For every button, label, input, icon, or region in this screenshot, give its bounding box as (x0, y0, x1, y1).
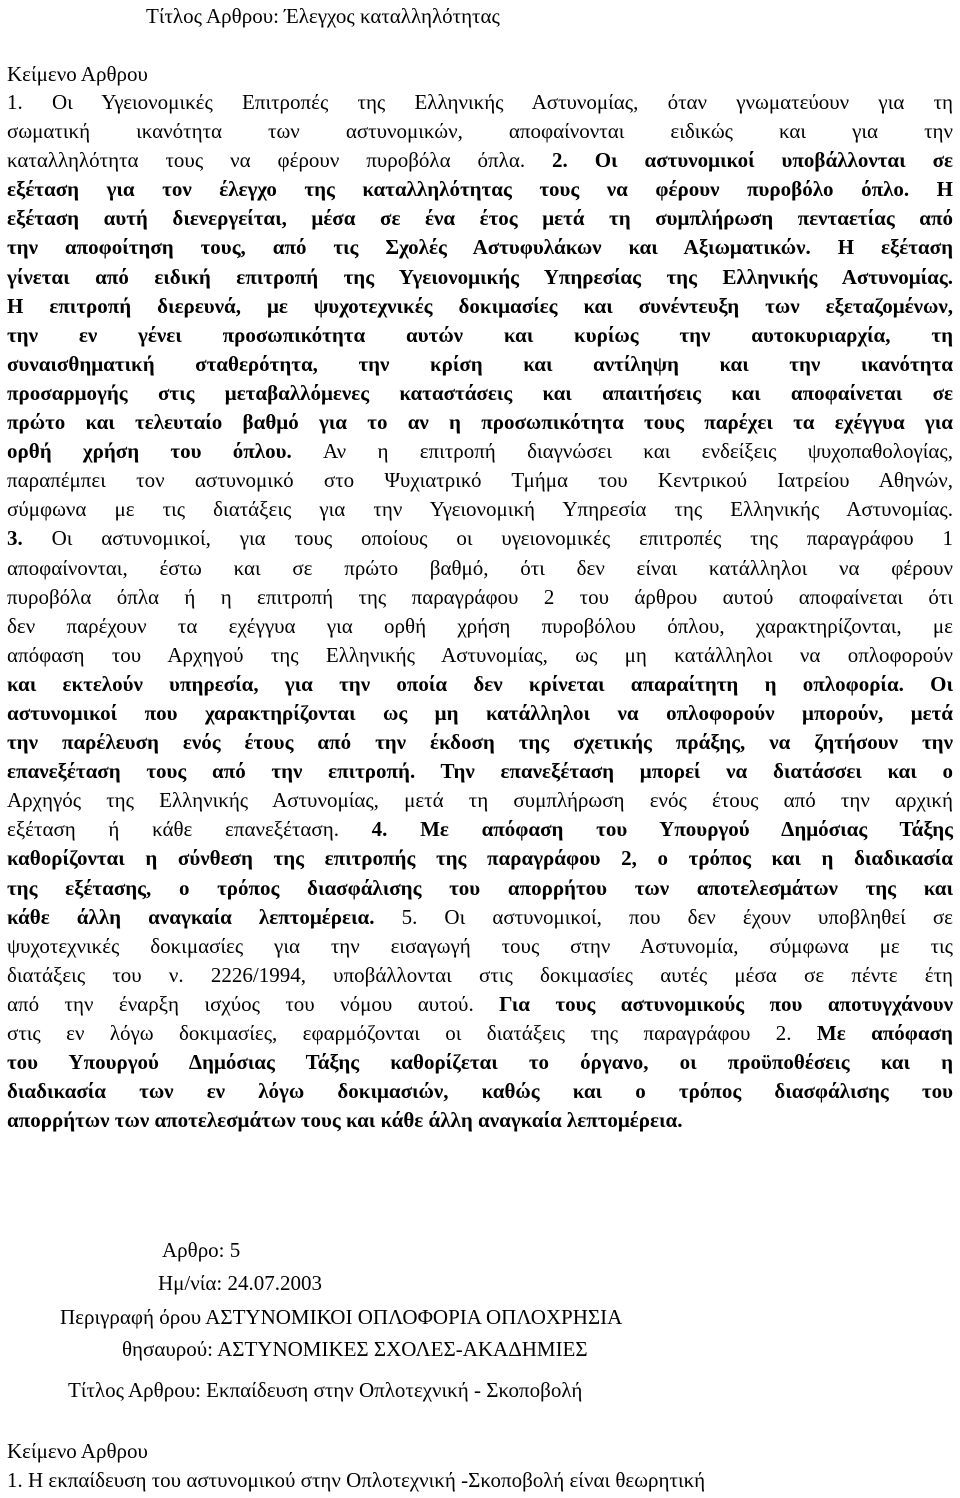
body-line-segment: Οι αστυνομικοί, για τους οποίους οι υγειονομικές επιτροπές της παραγράφου 1 (51, 526, 953, 551)
body-line-segment: κάθε άλλη αναγκαία λεπτομέρεια. (7, 904, 402, 929)
article-text-label: Κείμενο Αρθρου (7, 1439, 148, 1463)
article-title: Τίτλος Αρθρου: Εκπαίδευση στην Οπλοτεχνική - Σκοποβολή (68, 1378, 583, 1402)
body-line (7, 437, 953, 466)
body-line: απορρήτων των αποτελεσμάτων τους και κάθε άλλη αναγκαία λεπτομέρεια. (7, 1108, 683, 1133)
article-title: Τίτλος Αρθρου: Έλεγχος καταλληλότητας (146, 4, 500, 28)
body-line: την εν γένει προσωπικότητα αυτών και κυρίως την αυτοκυριαρχία, τη (7, 322, 953, 347)
body-line: διαδικασία των εν λόγω δοκιμασιών, καθώς και ο τρόπος διασφάλισης του (7, 1079, 953, 1104)
article-body (7, 88, 953, 1135)
body-line: εξέταση για τον έλεγχο της καταλληλότητας τους να φέρουν πυροβόλο όπλο. Η (7, 177, 953, 202)
article-number: Αρθρο: 5 (162, 1238, 241, 1262)
body-line: εξέταση αυτή διενεργείται, μέσα σε ένα έτος μετά τη συμπλήρωση πενταετίας από (7, 206, 953, 231)
body-line-segment: καταλληλότητα τους να φέρουν πυροβόλα όπλα. (7, 148, 553, 173)
body-line (7, 146, 953, 175)
body-line: διατάξεις του ν. 2226/1994, υποβάλλονται στις δοκιμασίες αυτές μέσα σε πέντε έτη (7, 962, 953, 987)
body-line: σωματική ικανότητα των αστυνομικών, αποφαίνονται ειδικώς και για την (7, 119, 953, 144)
body-line: την αποφοίτηση τους, από τις Σχολές Αστυφυλάκων και Αξιωματικών. Η εξέταση (7, 235, 953, 260)
body-line: προσαρμογής στις μεταβαλλόμενες καταστάσεις και απαιτήσεις και αποφαίνεται σε (7, 380, 953, 405)
body-line: Αρχηγός της Ελληνικής Αστυνομίας, μετά τη συμπλήρωση ενός έτους από την αρχική (7, 788, 953, 813)
body-line: παραπέμπει τον αστυνομικό στο Ψυχιατρικό Τμήμα του Κεντρικού Ιατρείου Αθηνών, (7, 468, 953, 493)
body-line: σύμφωνα με τις διατάξεις για την Υγειονομική Υπηρεσία της Ελληνικής Αστυνομίας. (7, 497, 953, 522)
body-line-segment: από την έναρξη ισχύος του νόμου αυτού. (7, 991, 500, 1016)
body-line: ψυχοτεχνικές δοκιμασίες για την εισαγωγή τους στην Αστυνομία, σύμφωνα με τις (7, 933, 953, 958)
body-line: πρώτο και τελευταίο βαθμό για το αν η προσωπικότητα τους παρέχει τα εχέγγυα για (7, 410, 953, 435)
body-line (7, 990, 953, 1019)
article-text-label: Κείμενο Αρθρου (7, 62, 148, 86)
body-line-segment: 3. (7, 526, 52, 551)
body-line-segment: 2. Οι αστυνομικοί υποβάλλονται σε (552, 148, 953, 173)
body-line-segment: στις εν λόγω δοκιμασίες, εφαρμόζονται οι διατάξεις της παραγράφου 2. (7, 1021, 817, 1045)
body-line: 1. Οι Υγειονομικές Επιτροπές της Ελληνικής Αστυνομίας, όταν γνωματεύουν για τη (7, 90, 953, 114)
body-line: την παρέλευση ενός έτους από την έκδοση της σχετικής πράξης, να ζητήσουν την (7, 730, 953, 755)
article-date: Ημ/νία: 24.07.2003 (158, 1271, 322, 1295)
body-line (7, 815, 953, 844)
body-line: της εξέτασης, ο τρόπος διασφάλισης του απορρήτου των αποτελεσμάτων της και (7, 875, 953, 900)
body-line: αστυνομικοί που χαρακτηρίζονται ως μη κατάλληλοι να οπλοφορούν μπορούν, μετά (7, 700, 953, 725)
body-line: του Υπουργού Δημόσιας Τάξης καθορίζεται το όργανο, οι προϋποθέσεις και η (7, 1050, 953, 1075)
body-line (7, 903, 953, 932)
body-line-segment: ορθή χρήση του όπλου. (7, 439, 324, 464)
article-first-line: 1. Η εκπαίδευση του αστυνομικού στην Οπλοτεχνική -Σκοποβολή είναι θεωρητική (7, 1468, 706, 1492)
term-descriptor-line-1: Περιγραφή όρου ΑΣΤΥΝΟΜΙΚΟΙ ΟΠΛΟΦΟΡΙΑ ΟΠΛΟΧΡΗΣΙΑ (60, 1305, 623, 1329)
body-line-segment: 4. Με απόφαση του Υπουργού Δημόσιας Τάξης (371, 817, 954, 842)
body-line: αποφαίνονται, έστω και σε πρώτο βαθμό, ότι δεν είναι κατάλληλοι να φέρουν (7, 555, 953, 580)
body-line: απόφαση του Αρχηγού της Ελληνικής Αστυνομίας, ως μη κατάλληλοι να οπλοφορούν (7, 642, 953, 667)
body-line: και εκτελούν υπηρεσία, για την οποία δεν κρίνεται απαραίτητη η οπλοφορία. Οι (7, 671, 953, 696)
body-line: Η επιτροπή διερευνά, με ψυχοτεχνικές δοκιμασίες και συνέντευξη των εξεταζομένων, (7, 293, 953, 318)
body-line: πυροβόλα όπλα ή η επιτροπή της παραγράφου 2 του άρθρου αυτού αποφαίνεται ότι (7, 584, 953, 609)
body-line-segment: Για τους αστυνομικούς που αποτυγχάνουν (499, 991, 953, 1016)
body-line: συναισθηματική σταθερότητα, την κρίση και αντίληψη και την ικανότητα (7, 351, 953, 376)
body-line-segment: εξέταση ή κάθε επανεξέταση. (7, 817, 372, 842)
body-line (7, 1019, 953, 1048)
body-line: δεν παρέχουν τα εχέγγυα για ορθή χρήση πυροβόλου όπλου, χαρακτηρίζονται, με (7, 613, 953, 638)
body-line: γίνεται από ειδική επιτροπή της Υγειονομικής Υπηρεσίας της Ελληνικής Αστυνομίας. (7, 264, 953, 289)
term-descriptor-line-2: θησαυρού: ΑΣΤΥΝΟΜΙΚΕΣ ΣΧΟΛΕΣ-ΑΚΑΔΗΜΙΕΣ (122, 1337, 588, 1361)
body-line: καθορίζονται η σύνθεση της επιτροπής της παραγράφου 2, ο τρόπος και η διαδικασία (7, 846, 953, 871)
body-line-segment: Με απόφαση (816, 1021, 953, 1045)
body-line-segment: Αν η επιτροπή διαγνώσει και ενδείξεις ψυχοπαθολογίας, (323, 439, 953, 464)
body-line (7, 524, 953, 553)
body-line: επανεξέταση τους από την επιτροπή. Την επανεξέταση μπορεί να διατάσσει και ο (7, 759, 953, 784)
body-line-segment: 5. Οι αστυνομικοί, που δεν έχουν υποβληθεί σε (401, 904, 953, 929)
